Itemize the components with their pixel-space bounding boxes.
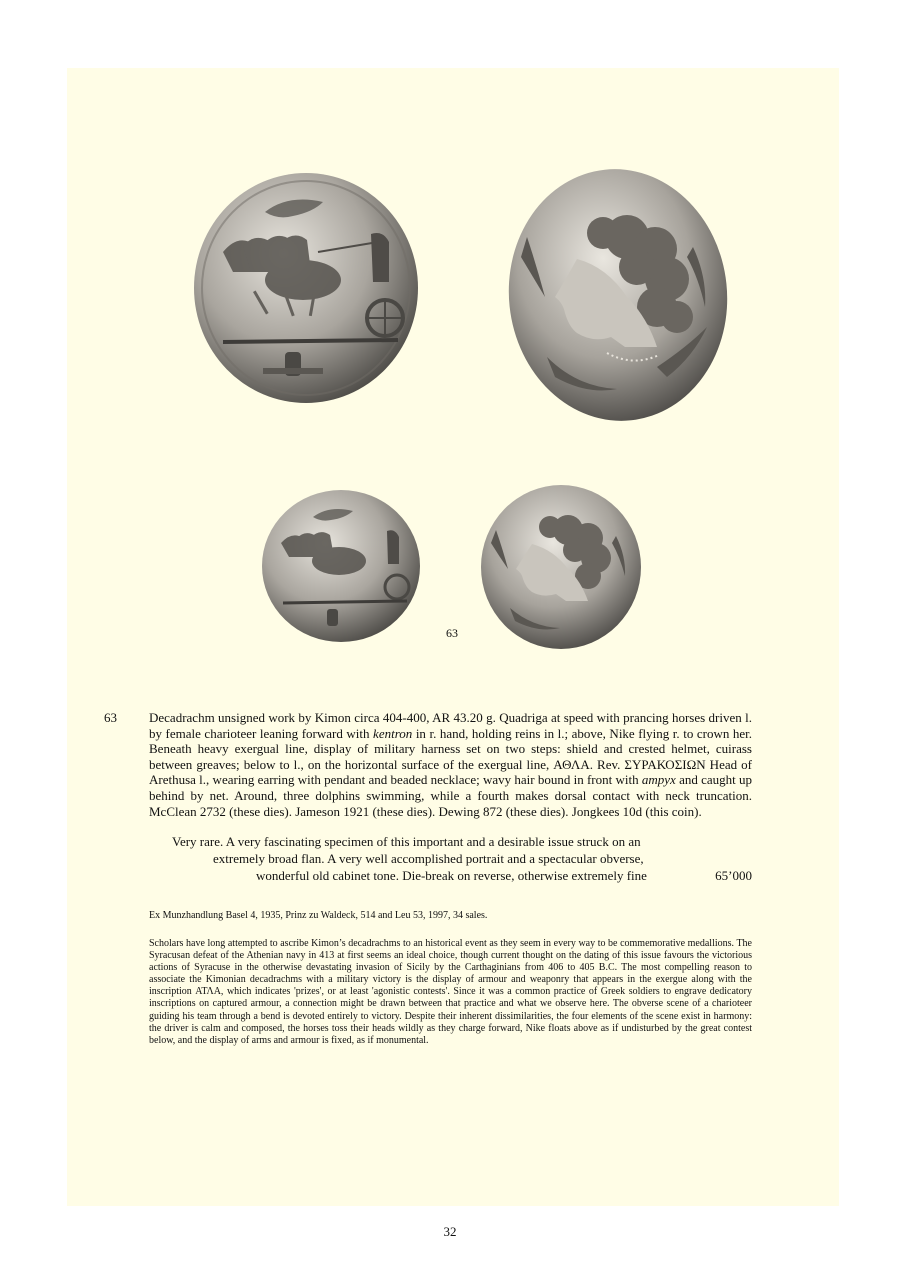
grade-line-2: extremely broad flan. A very well accomplished portrait and a spectacular obverse, [213,851,644,866]
grade-line-1: Very rare. A very fascinating specimen of this important and a desirable issue struck on an [172,834,641,849]
coin-reverse-small [480,484,642,650]
lot-number: 63 [104,710,117,725]
coin-obverse-large [193,172,419,404]
coin-obverse-small [261,489,421,644]
grade-line-3: wonderful old cabinet tone. Die-break on reverse, otherwise extremely fine [256,868,647,883]
page-number: 32 [443,1224,457,1239]
description-part-2: in r. hand, holding reins in l.; above, Nike flying r. to crown her. Beneath heavy exergual line, display of military harness set on two steps: shield and crested helmet, cuirass between greaves; below to l., on the horizontal surface of the exergual line, ΑΘΛΑ. Rev. ΣΥΡΑΚΟΣΙΩΝ Head of Arethusa l., wearing earring with pendant and beaded necklace; wavy hair bound in front with [149,725,752,788]
description-part-3: and caught up behind by net. Around, three dolphins swimming, while a fourth makes dorsal contact with neck truncation. McClean 2732 (these dies). Jameson 1921 (these dies). Dewing 872 (these dies). Jongkees 10d (this coin). [149,772,753,819]
provenance-note: Ex Munzhandlung Basel 4, 1935, Prinz zu Waldeck, 514 and Leu 53, 1997, 34 sales. [149,910,488,921]
commentary-text: Scholars have long attempted to ascribe Kimon’s decadrachms to an historical event as they seem in every way to be commemorative medallions. The Syracusan defeat of the Athenian navy in 413 at first seems an ideal choice, though current thought on the dating of this issue favours the victorious actions of Syracuse in the otherwise devastating invasion of Sicily by the Carthaginians from 406 to 405 B.C. The most compelling reason to associate the Kimonian decadrachms with a military victory is the display of armour and weaponry that appears in the exergue along with the inscription ΑΤΛΑ, which indicates 'prizes', or at least 'agonistic contests'. Since it was a common practice of Greek soldiers to engrave dedicatory inscriptions on captured armour, a connection might be drawn between that practice and what we observe here. The obverse scene of a charioteer guiding his team through a bend is devoted entirely to victory. Despite their inherent dissimilarities, the four elements of the scene exist in harmony: the driver is calm and composed, the horses toss their heads wildly as they charge forward, Nike floats above as if undisturbed by the great contest below, and the display of arms and armour is fixed, as if monumental. [149,938,752,1046]
lot-price: 65’000 [715,868,752,883]
plate-number: 63 [446,626,458,640]
coin-reverse-large [507,167,729,423]
grade-block [149,834,752,884]
description-part-1: Decadrachm unsigned work by Kimon circa 404-400, AR 43.20 g. Quadriga at speed with prancing horses driven l. by female charioteer leaning forward with [149,710,752,741]
description-ampyx: ampyx [641,772,676,788]
description-kentron: kentron [373,725,413,741]
lot-description [149,710,752,819]
